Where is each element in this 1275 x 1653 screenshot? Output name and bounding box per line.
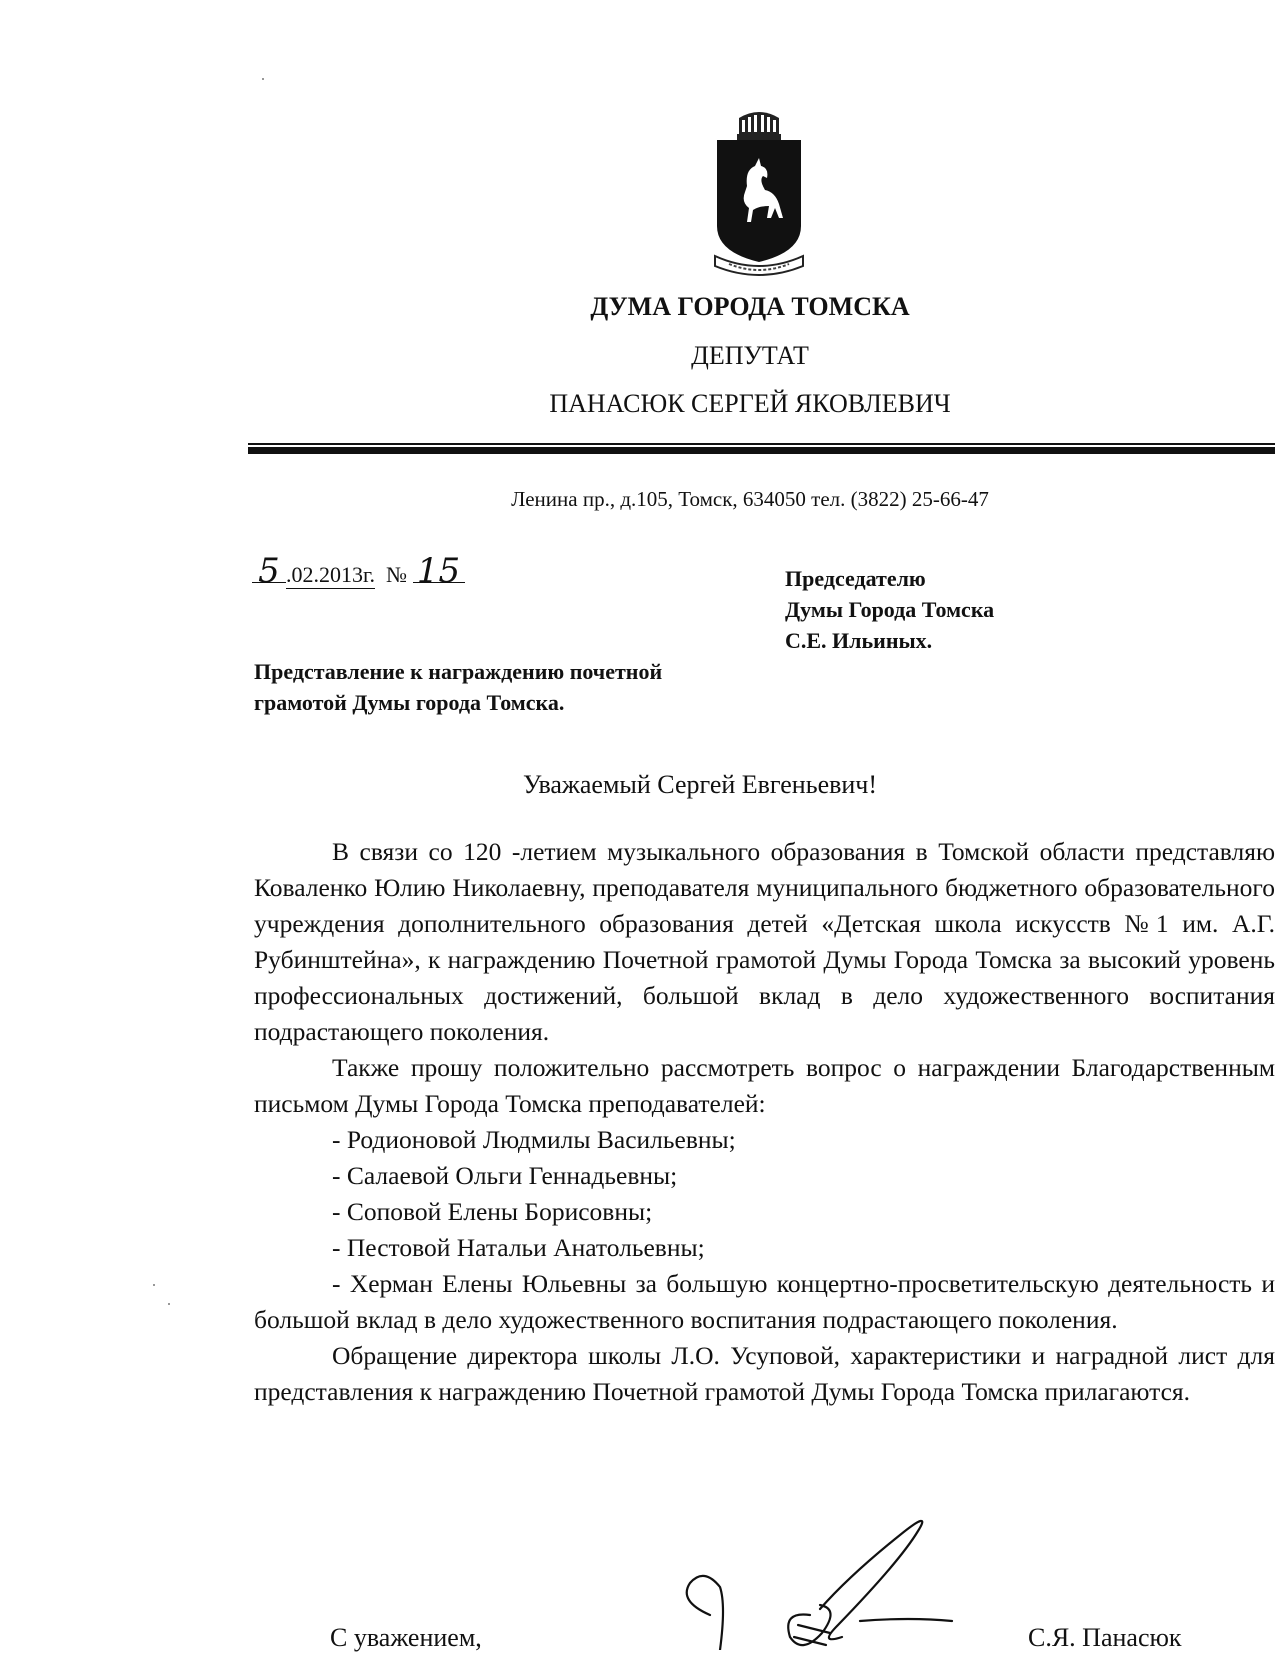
body-paragraph: - Херман Елены Юльевны за большую концертно-просветительскую деятельность и большой вклад в дело художественного воспитания подрастающего поколения. (254, 1269, 1275, 1334)
addressee-block (785, 563, 994, 656)
signer-name: С.Я. Панасюк (1028, 1623, 1182, 1652)
scan-speck (262, 78, 264, 80)
nominee-item: - Соповой Елены Борисовны; (332, 1197, 653, 1226)
addressee-line: Председателю (785, 566, 926, 591)
scan-speck (168, 1303, 170, 1305)
nominee-item: - Салаевой Ольги Геннадьевны; (332, 1161, 678, 1190)
closing-regards: С уважением, (330, 1623, 482, 1652)
address-line: Ленина пр., д.105, Томск, 634050 тел. (3822) 25-66-47 (511, 487, 989, 511)
body-paragraph: Также прошу положительно рассмотреть вопрос о награждении Благодарственным письмом Думы Города Томска преподавателей: (254, 1053, 1275, 1118)
nominee-item: - Родионовой Людмилы Васильевны; (332, 1125, 736, 1154)
reference-day: 5 (252, 560, 286, 583)
nominee-item: - Пестовой Натальи Анатольевны; (332, 1233, 705, 1262)
header-divider-thick (248, 447, 1275, 454)
subject-line: грамотой Думы города Томска. (254, 690, 565, 715)
reference-line (252, 551, 465, 591)
addressee-line: С.Е. Ильиных. (785, 628, 933, 653)
handwritten-signature (670, 1505, 1030, 1650)
header-divider (248, 443, 1275, 445)
addressee-line: Думы Города Томска (785, 597, 995, 622)
letter-body (254, 834, 1275, 1410)
position-title: ДЕПУТАТ (691, 341, 809, 370)
scan-speck (153, 1284, 155, 1286)
reference-date: .02.2013г. (286, 562, 376, 587)
body-paragraph: В связи со 120 -летием музыкального образования в Томской области представляю Коваленко Юлию Николаевну, преподавателя муниципального бюджетного образовательного учреждения дополнительного образования детей «Детская школа искусств №1 им. А.Г. Рубинштейна», к награждению Почетной грамотой Думы Города Томска за высокий уровень профессиональных достижений, большой вклад в дело художественного воспитания подрастающего поколения. (254, 837, 1275, 1046)
organization-title: ДУМА ГОРОДА ТОМСКА (590, 292, 910, 321)
deputy-name: ПАНАСЮК СЕРГЕЙ ЯКОВЛЕВИЧ (549, 389, 951, 418)
tomsk-coat-of-arms-icon (711, 106, 807, 282)
reference-number-label: № (386, 562, 408, 587)
salutation: Уважаемый Сергей Евгеньевич! (522, 770, 878, 799)
body-paragraph: Обращение директора школы Л.О. Усуповой, характеристики и наградной лист для представления к награждению Почетной грамотой Думы Города Томска прилагаются. (254, 1341, 1275, 1406)
reference-number: 15 (413, 560, 465, 583)
subject-line: Представление к награждению почетной (254, 659, 663, 684)
subject-block (254, 656, 662, 718)
